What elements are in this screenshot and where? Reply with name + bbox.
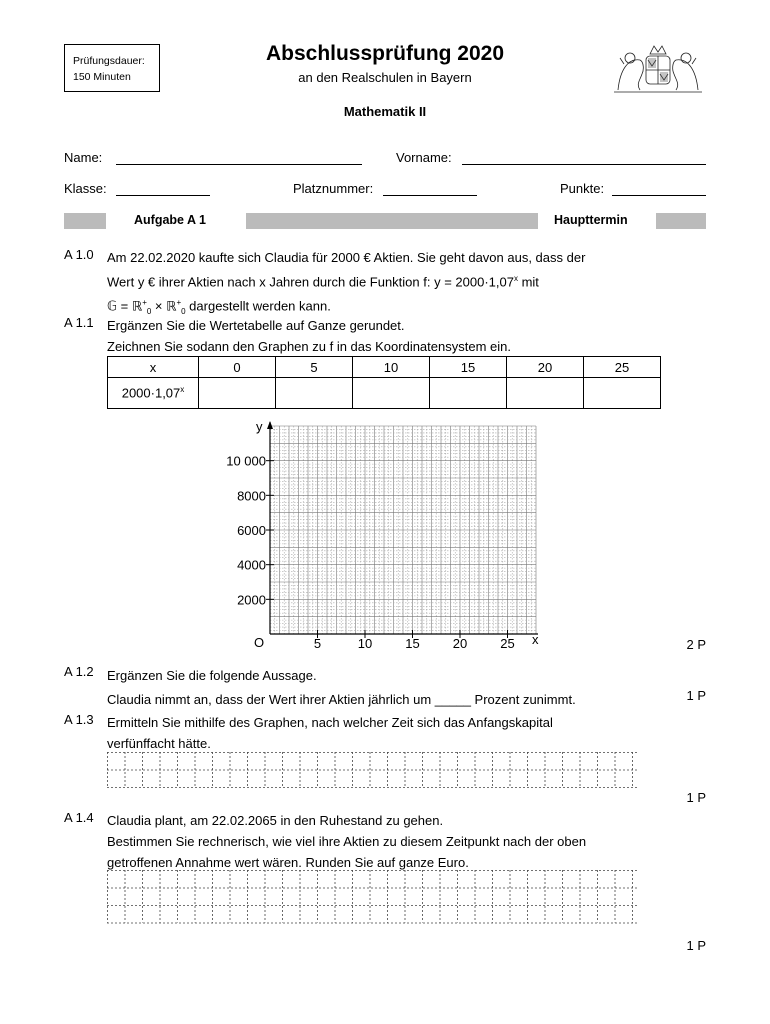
table-cell-x: 10	[353, 357, 430, 378]
task-a10-text	[107, 247, 657, 322]
x-tick-label: 5	[313, 636, 322, 651]
name-label: Name:	[64, 150, 103, 165]
table-answer-cell[interactable]	[507, 378, 584, 409]
task-a13-number: A 1.3	[64, 712, 94, 727]
task-a12-text	[107, 664, 657, 712]
table-answer-cell[interactable]	[276, 378, 353, 409]
exam-subtitle: an den Realschulen in Bayern	[298, 70, 472, 85]
table-answer-cell[interactable]	[199, 378, 276, 409]
banner-bar-left	[64, 213, 106, 229]
table-answer-cell[interactable]	[584, 378, 661, 409]
platznummer-field[interactable]	[383, 195, 477, 196]
task-a10-number: A 1.0	[64, 247, 94, 262]
answer-grid-a13[interactable]	[107, 752, 639, 804]
punkte-label: Punkte:	[560, 181, 605, 196]
name-field[interactable]	[116, 164, 362, 165]
duration-box	[64, 44, 160, 92]
task-a14-line3: getroffenen Annahme wert wären. Runden Sie auf ganze Euro.	[107, 855, 469, 870]
x-tick-label: 15	[405, 636, 420, 651]
table-answer-cell[interactable]	[430, 378, 507, 409]
table-header-x: x	[108, 357, 199, 378]
banner-task-label: Aufgabe A 1	[134, 213, 206, 227]
task-a10-line3: 𝔾 = ℝ+$_0$ × ℝ+$_0$ dargestellt werden kann.	[107, 298, 331, 317]
y-axis-label: y	[256, 419, 263, 434]
task-a14-points: 1 P	[686, 938, 706, 953]
task-a12-line1: Ergänzen Sie die folgende Aussage.	[107, 668, 317, 683]
y-tick-label: 2000	[237, 592, 266, 608]
y-tick-label: 4000	[237, 557, 266, 573]
vorname-label: Vorname:	[396, 150, 452, 165]
task-a13-line2: verfünffacht hätte.	[107, 736, 211, 751]
x-axis-label: x	[532, 632, 539, 647]
duration-value: 150 Minuten	[73, 71, 131, 83]
table-header-y: $2000\cdot 1,07^x$	[108, 378, 199, 409]
task-a12-number: A 1.2	[64, 664, 94, 679]
task-a13-points: 1 P	[686, 790, 706, 805]
punkte-field[interactable]	[612, 195, 706, 196]
y-tick-label: 6000	[237, 523, 266, 538]
task-a10-line1: Am 22.02.2020 kaufte sich Claudia für 2000 € Aktien. Sie geht davon aus, dass der	[107, 250, 586, 265]
banner-bar-right	[656, 213, 706, 229]
task-a11-points: 2 P	[686, 637, 706, 652]
task-a14-number: A 1.4	[64, 810, 94, 825]
table-cell-x: 25	[584, 357, 661, 378]
table-cell-x: 20	[507, 357, 584, 378]
banner-bar-middle	[246, 213, 538, 229]
task-a13-line1: Ermitteln Sie mithilfe des Graphen, nach welcher Zeit sich das Anfangskapital	[107, 715, 553, 730]
task-a14-line2: Bestimmen Sie rechnerisch, wie viel ihre Aktien zu diesem Zeitpunkt nach der oben	[107, 834, 587, 849]
table-cell-x: 15	[430, 357, 507, 378]
x-tick-label: 20	[452, 636, 468, 651]
table-cell-x: 5	[276, 357, 353, 378]
x-tick-label: 10	[357, 636, 373, 651]
y-axis-arrow-icon	[267, 421, 273, 429]
y-tick-label: 8000	[237, 488, 266, 504]
value-table	[107, 356, 661, 409]
x-tick-label: 25	[500, 636, 515, 651]
value-table-row-y	[108, 378, 661, 409]
platznummer-label: Platznummer:	[293, 181, 374, 196]
task-a12-points: 1 P	[686, 688, 706, 703]
vorname-field[interactable]	[462, 164, 706, 165]
bavarian-coat-of-arms-icon	[610, 40, 706, 96]
task-a14-line1: Claudia plant, am 22.02.2065 in den Ruhestand zu gehen.	[107, 813, 444, 828]
task-a10-line2: Wert y € ihrer Aktien nach x Jahren durch die Funktion f: $y = 2000\cdot 1,07^x$ mit	[107, 274, 539, 290]
table-cell-x: 0	[199, 357, 276, 378]
subject-title: Mathematik II	[343, 104, 427, 119]
klasse-field[interactable]	[116, 195, 210, 196]
task-a11-number: A 1.1	[64, 315, 94, 330]
task-a11-text	[107, 315, 657, 357]
klasse-label: Klasse:	[64, 181, 107, 196]
table-answer-cell[interactable]	[353, 378, 430, 409]
value-table-row-x	[108, 357, 661, 378]
task-a14-text	[107, 810, 657, 873]
answer-grid-a14[interactable]	[107, 870, 639, 940]
task-a12-line2[interactable]: Claudia nimmt an, dass der Wert ihrer Aktien jährlich um _____ Prozent zunimmt.	[107, 692, 576, 707]
task-a13-text	[107, 712, 657, 754]
banner-term-label: Haupttermin	[554, 213, 628, 227]
duration-label: Prüfungsdauer:	[73, 55, 145, 67]
task-a11-line1: Ergänzen Sie die Wertetabelle auf Ganze gerundet.	[107, 318, 405, 333]
origin-label: O	[254, 635, 265, 650]
exam-title: Abschlussprüfung 2020	[265, 42, 505, 65]
task-a11-line2: Zeichnen Sie sodann den Graphen zu f in das Koordinatensystem ein.	[107, 339, 511, 354]
y-tick-label: 10 000	[226, 453, 266, 469]
